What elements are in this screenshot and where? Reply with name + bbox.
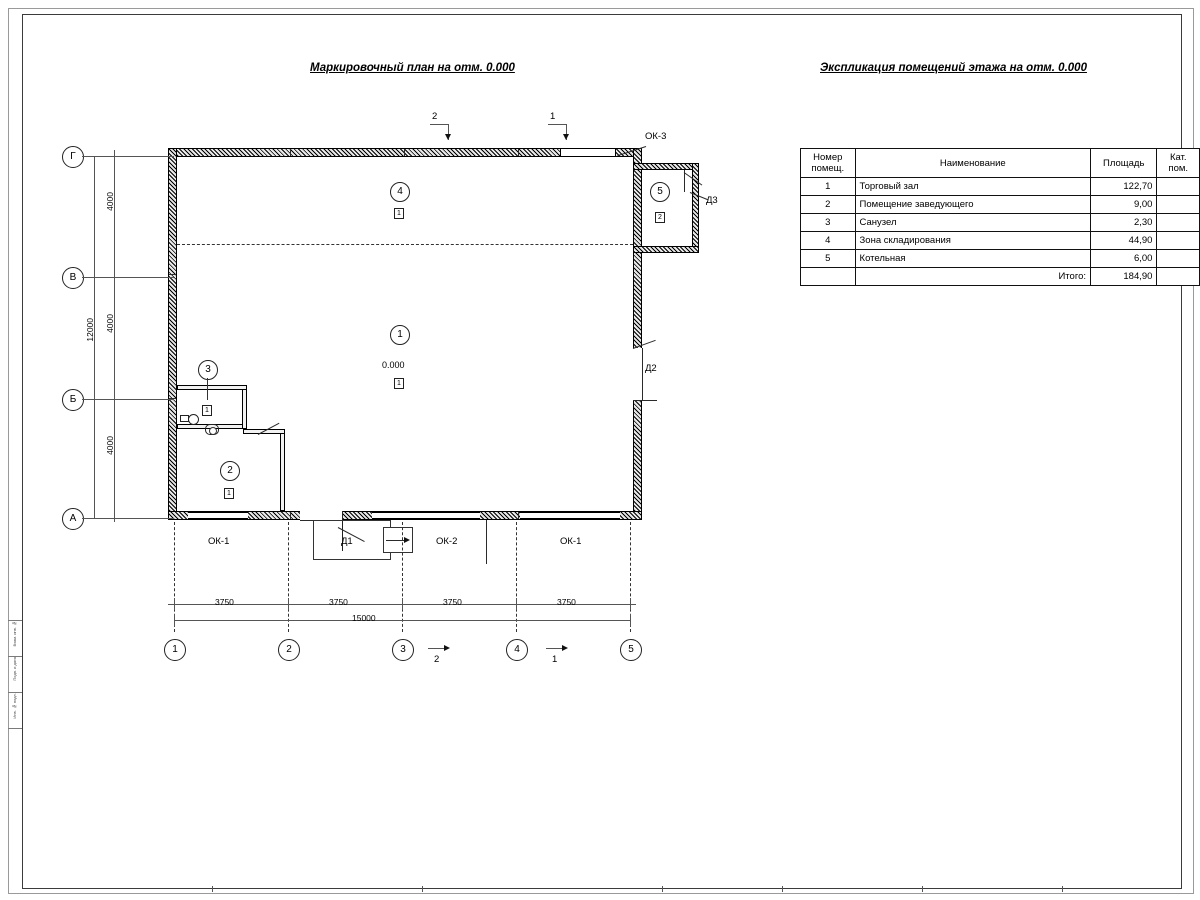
wall-tick bbox=[290, 512, 291, 519]
cell-name: Зона складирования bbox=[855, 232, 1090, 250]
cell-area: 2,30 bbox=[1091, 214, 1157, 232]
stamp-label-2: Подп. и дата bbox=[12, 657, 17, 681]
table-row bbox=[801, 232, 1200, 250]
sheet-bottom-ticks bbox=[22, 885, 1180, 895]
wc-toilet-bowl-icon bbox=[209, 427, 217, 435]
cell-number: 1 bbox=[801, 178, 856, 196]
section-label-2-bottom: 2 bbox=[434, 654, 440, 665]
explication-table bbox=[800, 148, 1200, 286]
axis-line-b bbox=[82, 399, 174, 400]
hdim-total-value: 15000 bbox=[352, 613, 376, 623]
axis-line-v bbox=[82, 277, 174, 278]
hdim-value-3: 3750 bbox=[443, 597, 462, 607]
stamp-label-3: Инв. № подл. bbox=[12, 693, 17, 719]
door-d2-line bbox=[642, 348, 643, 400]
table-header-row bbox=[801, 149, 1200, 178]
hdim-value-4: 3750 bbox=[557, 597, 576, 607]
cell-category bbox=[1157, 178, 1200, 196]
ramp-arrow-head bbox=[404, 537, 410, 543]
door-d2-sill bbox=[633, 400, 657, 401]
header-number: Номер помещ. bbox=[801, 149, 856, 178]
hdim-tick bbox=[630, 598, 631, 610]
wall-tick bbox=[518, 512, 519, 519]
window-ok3 bbox=[560, 149, 616, 156]
cell-area: 122,70 bbox=[1091, 178, 1157, 196]
axis-marker-g: Г bbox=[62, 146, 84, 168]
wall-annex-right bbox=[692, 163, 699, 253]
wall-annex-bottom bbox=[633, 246, 699, 253]
door-d2-opening bbox=[633, 348, 642, 400]
label-d2: Д2 bbox=[645, 363, 657, 374]
total-label: Итого: bbox=[855, 268, 1090, 286]
cell-area: 9,00 bbox=[1091, 196, 1157, 214]
table-row bbox=[801, 178, 1200, 196]
hdim-value-1: 3750 bbox=[215, 597, 234, 607]
table-total-row bbox=[801, 268, 1200, 286]
section-mark-2-bottom-arrow bbox=[444, 645, 450, 651]
room-tag-1: 1 bbox=[394, 378, 404, 389]
vdim-value-2: 4000 bbox=[105, 314, 115, 333]
section-mark-1-top-bar bbox=[548, 124, 566, 125]
hdim-total-tick bbox=[630, 614, 631, 626]
window-ok1-left bbox=[188, 512, 248, 519]
room-marker-2: 2 bbox=[220, 461, 240, 481]
header-category: Кат. пом. bbox=[1157, 149, 1200, 178]
partition-wc-top bbox=[177, 385, 247, 390]
window-ok2 bbox=[372, 512, 480, 519]
stamp-row bbox=[8, 657, 22, 693]
wall-annex-top bbox=[633, 163, 699, 170]
cell-number: 2 bbox=[801, 196, 856, 214]
sheet-frame-inner bbox=[22, 14, 1182, 889]
room-marker-1: 1 bbox=[390, 325, 410, 345]
wall-tick bbox=[404, 149, 405, 156]
section-mark-2-top-bar bbox=[430, 124, 448, 125]
axis-marker-3: 3 bbox=[392, 639, 414, 661]
cell-number: 5 bbox=[801, 250, 856, 268]
wall-tick bbox=[290, 149, 291, 156]
room-3-leader bbox=[207, 378, 208, 400]
cell-name: Котельная bbox=[855, 250, 1090, 268]
wall-right bbox=[633, 148, 642, 520]
wall-tick bbox=[169, 274, 176, 275]
sheet-side-stamp bbox=[8, 620, 22, 893]
section-mark-2-top-arrow bbox=[445, 134, 451, 140]
vdim-tick bbox=[108, 399, 120, 400]
vdim-tick bbox=[108, 156, 120, 157]
section-mark-1-top-arrow bbox=[563, 134, 569, 140]
room-tag-5: 2 bbox=[655, 212, 665, 223]
cell-name: Помещение заведующего bbox=[855, 196, 1090, 214]
table-row bbox=[801, 196, 1200, 214]
vdim-total-tick bbox=[88, 518, 100, 519]
hdim-tick bbox=[402, 598, 403, 610]
table-row bbox=[801, 214, 1200, 232]
cell-area: 6,00 bbox=[1091, 250, 1157, 268]
axis-extension-3 bbox=[402, 522, 403, 632]
cell-number: 4 bbox=[801, 232, 856, 250]
section-label-2-top: 2 bbox=[432, 111, 438, 122]
hdim-total-tick bbox=[174, 614, 175, 626]
cell-category bbox=[1157, 250, 1200, 268]
section-label-1-bottom: 1 bbox=[552, 654, 558, 665]
table-row bbox=[801, 250, 1200, 268]
hdim-tick bbox=[516, 598, 517, 610]
stamp-row bbox=[8, 621, 22, 657]
wall-tick bbox=[518, 149, 519, 156]
section-label-1-top: 1 bbox=[550, 111, 556, 122]
stamp-row bbox=[8, 693, 22, 729]
cell-name: Санузел bbox=[855, 214, 1090, 232]
room-marker-3: 3 bbox=[198, 360, 218, 380]
label-d3: Д3 bbox=[706, 195, 718, 206]
window-ok1-right bbox=[520, 512, 620, 519]
total-category bbox=[1157, 268, 1200, 286]
explication-title: Экспликация помещений этажа на отм. 0.000 bbox=[820, 62, 1087, 74]
door-d1-opening bbox=[300, 511, 342, 520]
level-mark: 0.000 bbox=[382, 360, 405, 370]
wall-left bbox=[168, 148, 177, 520]
storage-zone-boundary bbox=[177, 244, 633, 245]
axis-marker-1: 1 bbox=[164, 639, 186, 661]
axis-marker-v: В bbox=[62, 267, 84, 289]
total-area: 184,90 bbox=[1091, 268, 1157, 286]
vdim-value-3: 4000 bbox=[105, 436, 115, 455]
wc-basin-icon bbox=[188, 414, 199, 425]
hdim-tick bbox=[288, 598, 289, 610]
axis-marker-2: 2 bbox=[278, 639, 300, 661]
label-d1: Д1 bbox=[341, 536, 353, 547]
total-blank bbox=[801, 268, 856, 286]
vdim-tick bbox=[108, 518, 120, 519]
room-marker-5: 5 bbox=[650, 182, 670, 202]
hdim-total-line bbox=[174, 620, 630, 621]
partition-office-right bbox=[280, 429, 285, 511]
door-d3-jamb bbox=[684, 170, 685, 192]
label-ok2: ОК-2 bbox=[436, 536, 458, 547]
cell-number: 3 bbox=[801, 214, 856, 232]
axis-marker-b: Б bbox=[62, 389, 84, 411]
axis-marker-5: 5 bbox=[620, 639, 642, 661]
room-tag-2: 1 bbox=[224, 488, 234, 499]
porch-edge bbox=[486, 520, 487, 564]
axis-marker-a: А bbox=[62, 508, 84, 530]
cell-category bbox=[1157, 214, 1200, 232]
cell-area: 44,90 bbox=[1091, 232, 1157, 250]
axis-extension-4 bbox=[516, 522, 517, 632]
stamp-label-1: Взам. инв. № bbox=[12, 621, 17, 647]
vdim-value-1: 4000 bbox=[105, 192, 115, 211]
axis-extension-2 bbox=[288, 522, 289, 632]
cell-category bbox=[1157, 196, 1200, 214]
cell-name: Торговый зал bbox=[855, 178, 1090, 196]
room-marker-4: 4 bbox=[390, 182, 410, 202]
header-name: Наименование bbox=[855, 149, 1090, 178]
hdim-value-2: 3750 bbox=[329, 597, 348, 607]
label-ok1-right: ОК-1 bbox=[560, 536, 582, 547]
room-tag-4: 1 bbox=[394, 208, 404, 219]
label-ok1-left: ОК-1 bbox=[208, 536, 230, 547]
partition-wc-right bbox=[242, 385, 247, 429]
ramp-arrow-line bbox=[386, 540, 406, 541]
vdim-total-tick bbox=[88, 156, 100, 157]
section-mark-1-bottom-arrow bbox=[562, 645, 568, 651]
vdim-total-value: 12000 bbox=[85, 318, 95, 342]
hdim-tick bbox=[174, 598, 175, 610]
plan-title: Маркировочный план на отм. 0.000 bbox=[310, 62, 515, 74]
label-ok3: ОК-3 bbox=[645, 131, 667, 142]
cell-category bbox=[1157, 232, 1200, 250]
header-area: Площадь bbox=[1091, 149, 1157, 178]
axis-marker-4: 4 bbox=[506, 639, 528, 661]
room-tag-3: 1 bbox=[202, 405, 212, 416]
vdim-tick bbox=[108, 277, 120, 278]
